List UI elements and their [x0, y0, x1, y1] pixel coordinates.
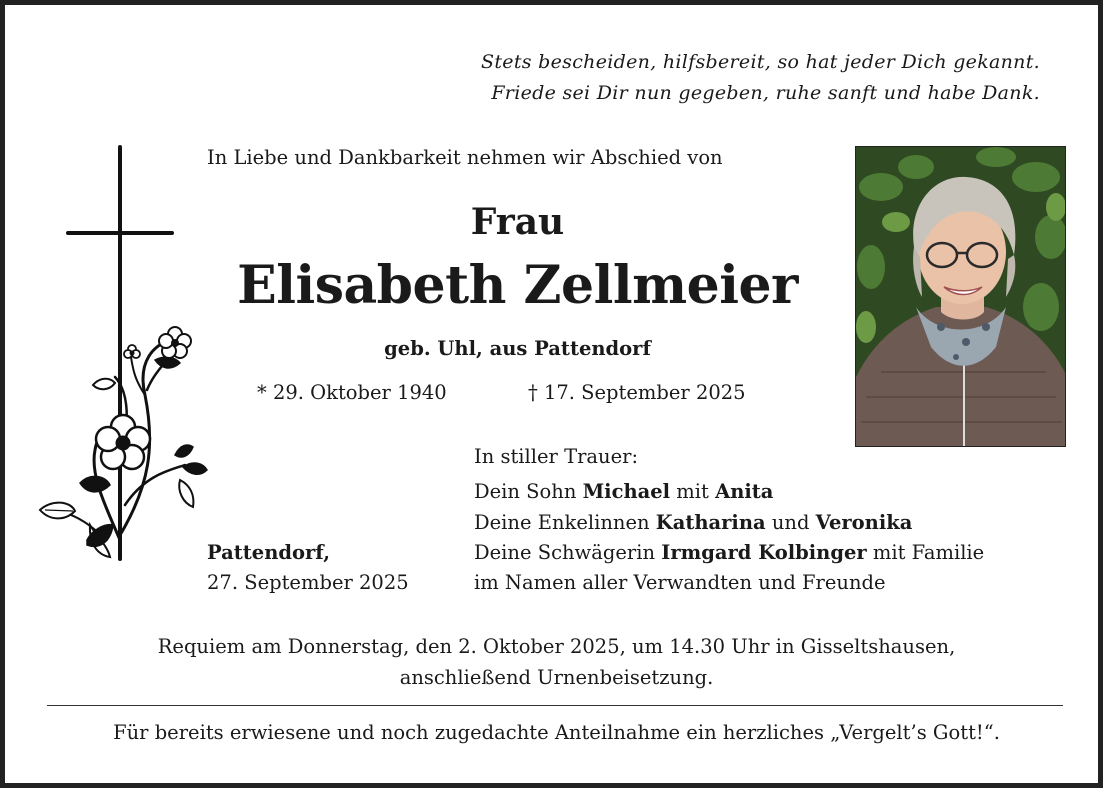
place-name: Pattendorf, — [207, 541, 331, 564]
motto-line-2: Friede sei Dir nun gegeben, ruhe sanft und habe Dank. — [491, 82, 1040, 104]
requiem-line-2: anschließend Urnenbeisetzung. — [399, 666, 714, 689]
mourners-heading: In stiller Trauer: — [474, 445, 639, 468]
death-date: † 17. September 2025 — [528, 381, 746, 404]
mourner-line: Dein Sohn Michael mit Anita — [474, 480, 774, 503]
requiem-notice — [5, 631, 1103, 693]
mourner-line: im Namen aller Verwandten und Freunde — [474, 571, 886, 594]
place-date: 27. September 2025 — [207, 571, 409, 594]
requiem-line-1: Requiem am Donnerstag, den 2. Oktober 2025, um 14.30 Uhr in Gisseltshausen, — [157, 635, 956, 658]
mourner-line: Deine Schwägerin Irmgard Kolbinger mit Familie — [474, 541, 985, 564]
portrait-photo — [855, 146, 1066, 447]
mourner-line: Deine Enkelinnen Katharina und Veronika — [474, 511, 913, 534]
divider-line — [47, 705, 1063, 706]
intro-line: In Liebe und Dankbarkeit nehmen wir Abschied von — [207, 146, 723, 169]
birth-date: * 29. Oktober 1940 — [257, 381, 447, 404]
thanks-line: Für bereits erwiesene und noch zugedachte Anteilnahme ein herzliches „Vergelt’s Gott!“. — [113, 721, 1000, 744]
birth-name-origin: geb. Uhl, aus Pattendorf — [384, 337, 651, 360]
deceased-name: Elisabeth Zellmeier — [237, 255, 798, 316]
honorific-title: Frau — [470, 201, 565, 243]
motto-line-1: Stets bescheiden, hilfsbereit, so hat jeder Dich gekannt. — [481, 51, 1040, 73]
